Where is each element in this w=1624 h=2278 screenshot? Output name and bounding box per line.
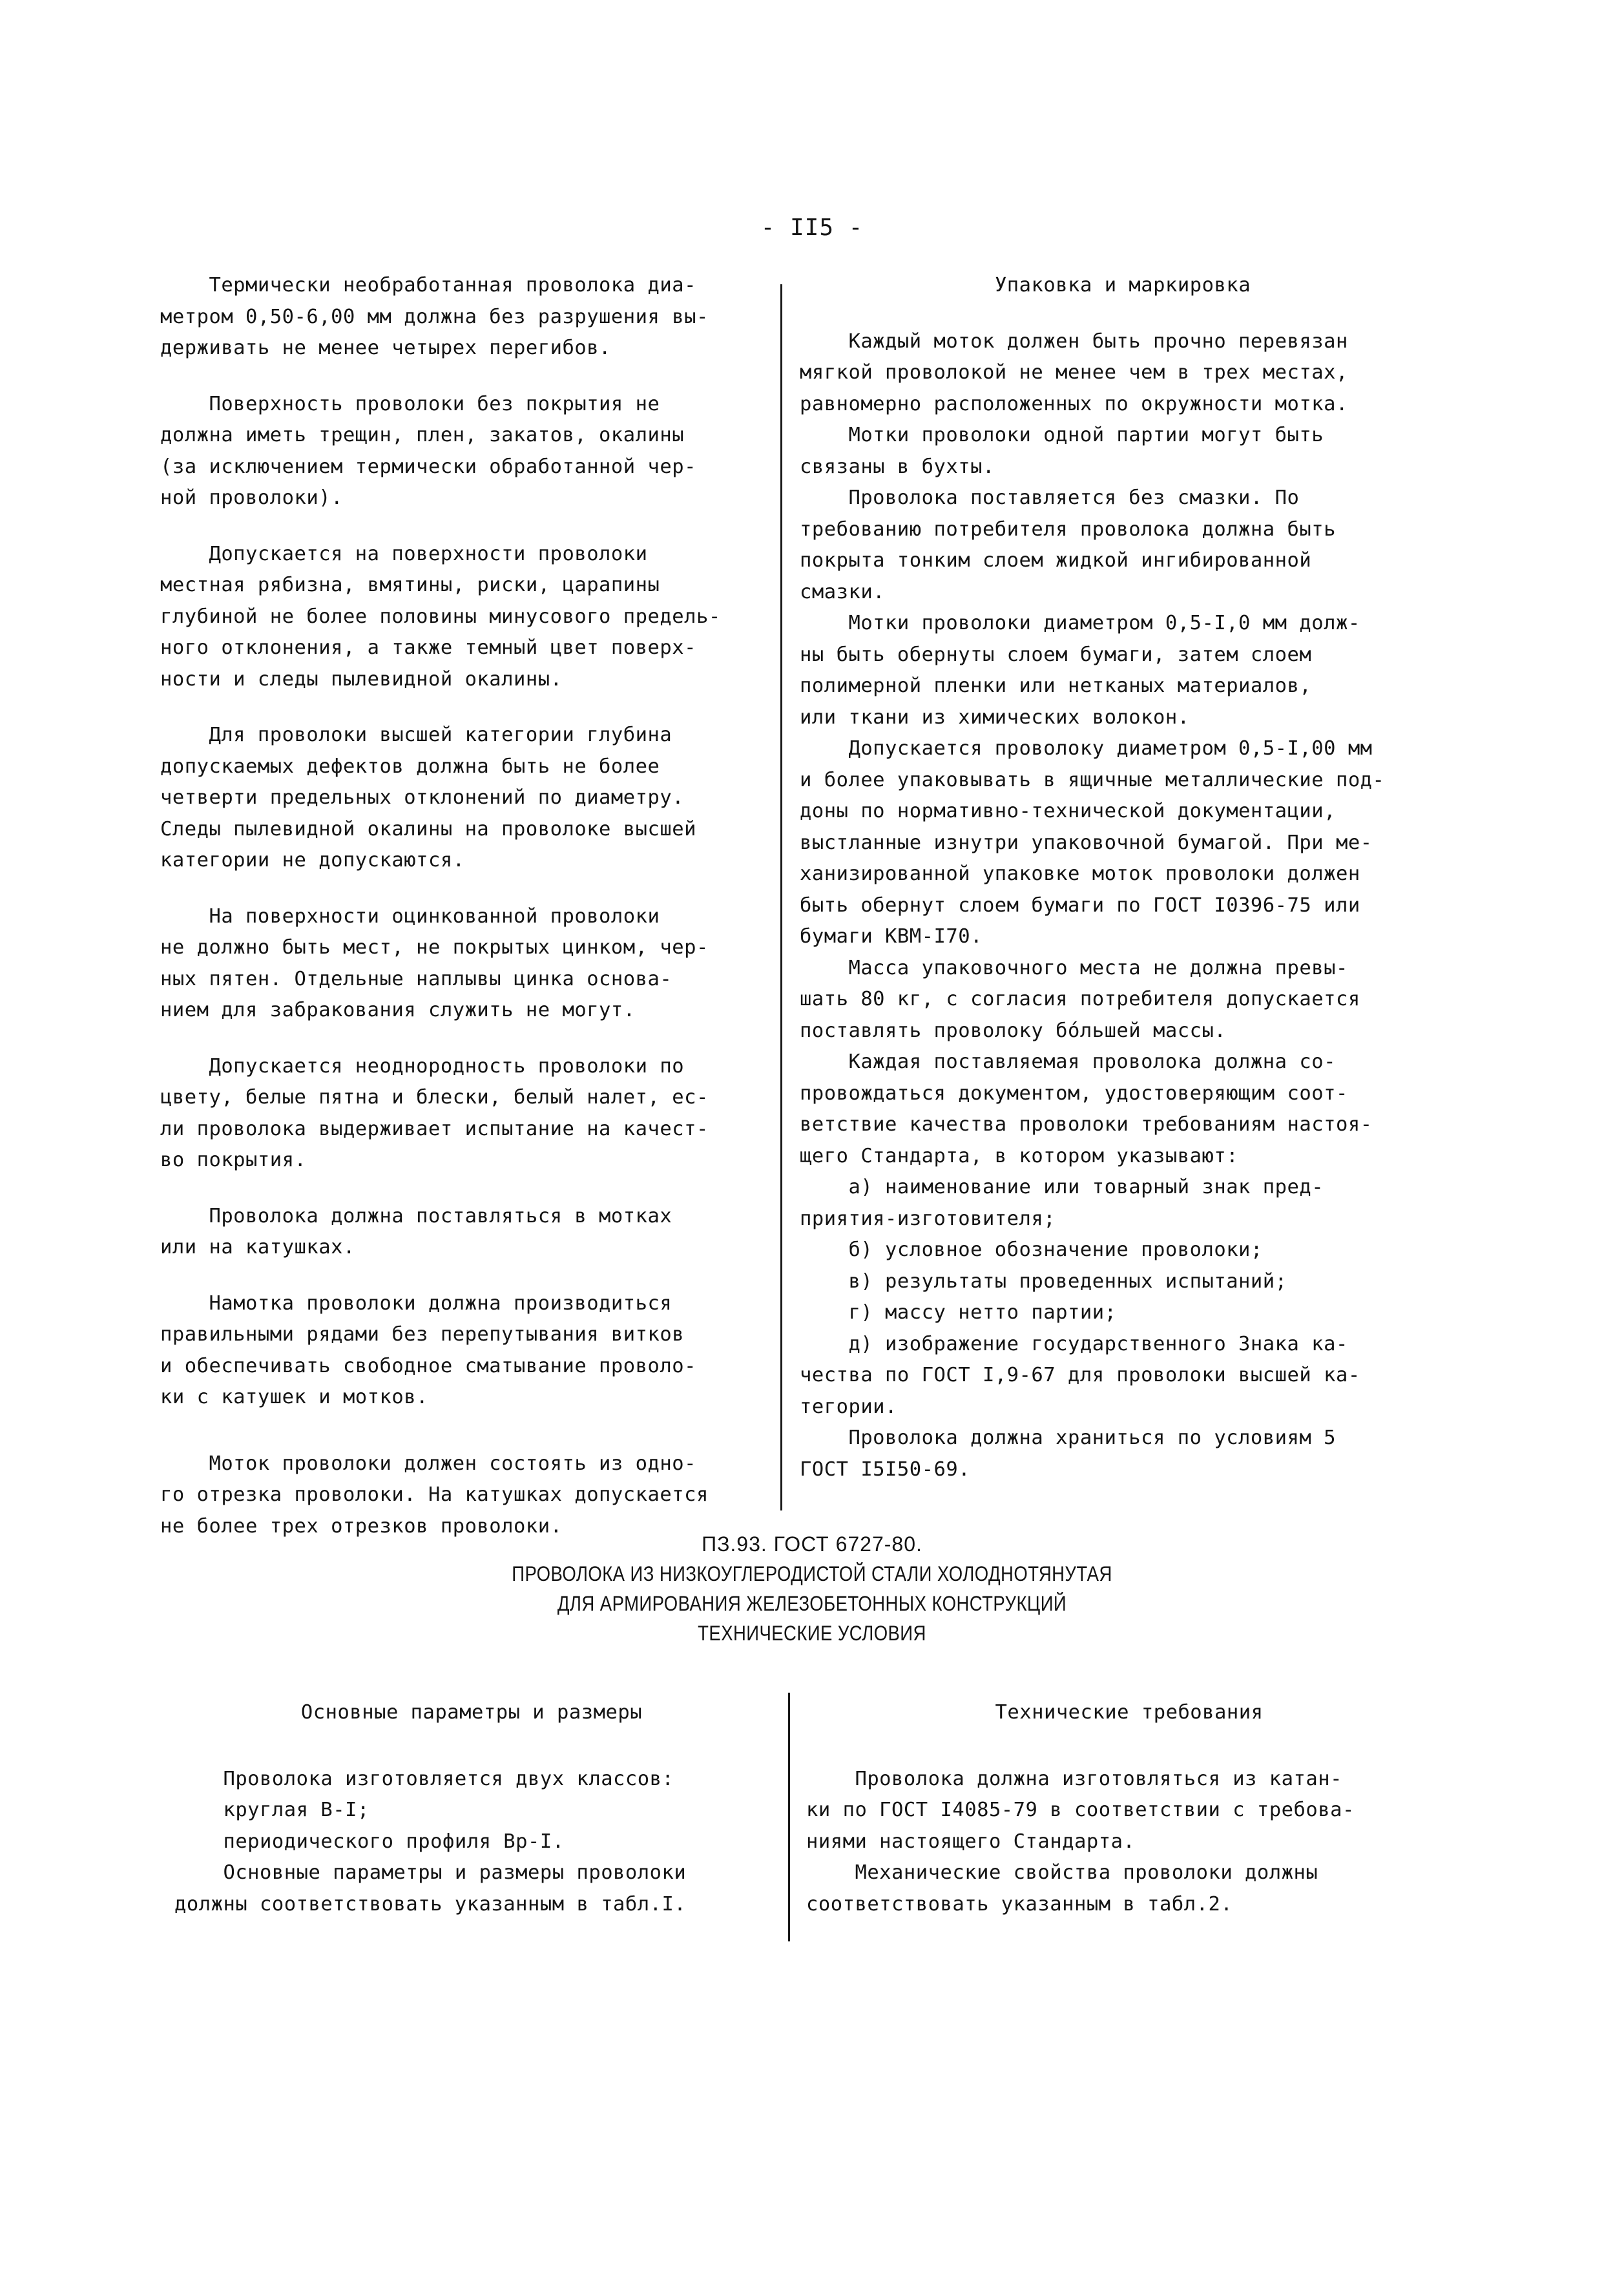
text-line: Каждая поставляемая проволока должна со- [800,1050,1336,1073]
paragraph-1 [160,270,774,364]
text-line: Проволока должна изготовляться из катан- [806,1767,1342,1790]
text-line: Термически необработанная проволока диа- [160,274,696,297]
text-line: Следы пылевидной окалины на проволоке высшей [160,817,696,841]
text-line: ли проволока выдерживает испытание на качест- [160,1117,709,1140]
text-line: провождаться документом, удостоверяющим соот- [800,1082,1348,1105]
text-line: ки по ГОСТ I4085-79 в соответствии с требова- [806,1799,1355,1821]
text-line: Каждый моток должен быть прочно перевязан [800,329,1348,353]
text-line: или на катушках. [160,1236,355,1259]
text-line: б) условное обозначение проволоки; [800,1238,1263,1261]
text-line: правильными рядами без перепутывания витков [160,1323,685,1346]
text-line: выстланные изнутри упаковочной бумагой. При ме- [800,831,1373,854]
requirements-heading: Технические требования [995,1701,1264,1724]
text-line: На поверхности оцинкованной проволоки [160,904,660,928]
text-line: держивать не менее четырех перегибов. [160,337,611,359]
text-line: ветствие качества проволоки требованиям настоя- [800,1113,1373,1136]
text-line: Проволока поставляется без смазки. По [800,486,1300,509]
text-line: смазки. [800,580,886,603]
text-line: нием для забракования служить не могут. [160,999,636,1021]
text-line: Механические свойства проволоки должны [806,1861,1318,1884]
text-line: в) результаты проведенных испытаний; [800,1270,1287,1293]
standard-title-line: ПРОВОЛОКА ИЗ НИЗКОУГЛЕРОДИСТОЙ СТАЛИ ХОЛОДНОТЯНУТАЯ [512,1562,1112,1585]
text-line: Мотки проволоки диаметром 0,5-I,0 мм долж- [800,612,1360,634]
text-line: ности и следы пылевидной окалины. [160,667,563,691]
text-line: бумаги КВМ-I70. [800,925,983,948]
text-line: г) массу нетто партии; [800,1301,1117,1324]
text-line: ны быть обернуты слоем бумаги, затем слоем [800,643,1312,666]
column-divider-bottom [788,1693,790,1941]
text-line: Допускается на поверхности проволоки [160,542,648,565]
text-line: ной проволоки). [160,486,343,509]
standard-title-line: ТЕХНИЧЕСКИЕ УСЛОВИЯ [698,1622,926,1645]
column-divider-top [780,284,782,1510]
text-line: равномерно расположенных по окружности мотка. [800,392,1348,415]
text-line: требованию потребителя проволока должна быть [800,517,1336,541]
text-line: доны по нормативно-технической документации, [800,800,1336,822]
text-line: Проволока должна храниться по условиям 5 [800,1426,1336,1449]
paragraph-9 [160,1448,774,1543]
bottom-left-column [174,1697,769,1920]
text-line: шать 80 кг, с согласия потребителя допускается [800,988,1360,1010]
text-line: ГОСТ I5I50-69. [800,1458,971,1481]
text-line: Намотка проволоки должна производиться [160,1291,672,1315]
text-line: (за исключением термически обработанной чер- [160,455,696,478]
text-line: должна иметь трещин, плен, закатов, окалины [160,424,685,446]
text-line: во покрытия. [160,1149,307,1171]
paragraph-6 [160,1051,774,1176]
text-line: поставлять проволоку бóльшей массы. [800,1019,1227,1042]
paragraph-4 [160,720,774,877]
text-line: Допускается проволоку диаметром 0,5-I,00 мм [800,737,1373,760]
paragraph-2 [160,389,774,514]
text-line: быть обернут слоем бумаги по ГОСТ I0396-75 или [800,893,1360,917]
text-line: периодического профиля Вр-I. [174,1830,565,1853]
text-line: ного отклонения, а также темный цвет поверх- [160,636,696,659]
text-line: Моток проволоки должен состоять из одно- [160,1452,696,1475]
text-line: Основные параметры и размеры проволоки [174,1861,687,1884]
text-line: связаны в бухты. [800,455,995,478]
text-line: местная рябизна, вмятины, риски, царапины [160,574,660,596]
standard-title-line: ДЛЯ АРМИРОВАНИЯ ЖЕЛЕЗОБЕТОННЫХ КОНСТРУКЦИЙ [557,1592,1067,1615]
text-line: категории не допускаются. [160,849,465,872]
text-line: четверти предельных отклонений по диаметру. [160,786,685,809]
paragraph-3 [160,539,774,696]
standard-code: ПЗ.93. ГОСТ 6727-80. [702,1532,922,1556]
packaging-heading: Упаковка и маркировка [994,274,1251,297]
page-number: - II5 - [760,214,864,241]
text-line: и обеспечивать свободное сматывание проволо- [160,1354,696,1377]
text-line: цвету, белые пятна и блески, белый налет, ес- [160,1086,709,1109]
text-line: ки с катушек и мотков. [160,1386,428,1408]
text-line: Допускается неоднородность проволоки по [160,1054,685,1078]
right-column [800,270,1446,1485]
text-line: метром 0,50-6,00 мм должна без разрушения вы- [160,305,709,328]
text-line: ниями настоящего Стандарта. [806,1830,1136,1853]
bottom-right-column [806,1697,1452,1920]
text-line: ных пятен. Отдельные наплывы цинка основа- [160,967,672,990]
text-line: Масса упаковочного места не должна превы- [800,956,1348,979]
text-line: Проволока должна поставляться в мотках [160,1204,672,1228]
text-line: ханизированной упаковке моток проволоки должен [800,862,1360,885]
text-line: соответствовать указанным в табл.2. [806,1892,1233,1916]
standard-header [0,1529,1624,1648]
paragraph-7 [160,1201,774,1264]
text-line: глубиной не более половины минусового предель- [160,605,721,628]
text-line: допускаемых дефектов должна быть не более [160,755,660,778]
text-line: а) наименование или товарный знак пред- [800,1176,1324,1198]
text-line: Поверхность проволоки без покрытия не [160,392,660,415]
text-line: полимерной пленки или нетканых материалов, [800,674,1312,697]
text-line: и более упаковывать в ящичные металлические под- [800,768,1385,791]
paragraph-8 [160,1288,774,1414]
text-line: приятия-изготовителя; [800,1207,1056,1230]
text-line: или ткани из химических волокон. [800,705,1190,729]
text-line: мягкой проволокой не менее чем в трех местах, [800,361,1348,384]
text-line: покрыта тонким слоем жидкой ингибированной [800,549,1312,572]
text-line: круглая В-I; [174,1799,370,1821]
text-line: Мотки проволоки одной партии могут быть [800,424,1324,446]
text-line: щего Стандарта, в котором указывают: [800,1144,1239,1167]
text-line: го отрезка проволоки. На катушках допускается [160,1483,709,1506]
text-line: Для проволоки высшей категории глубина [160,724,672,746]
text-line: не должно быть мест, не покрытых цинком, чер- [160,936,709,959]
text-line: д) изображение государственного Знака ка- [800,1332,1348,1355]
text-line: тегории. [800,1395,897,1418]
parameters-heading: Основные параметры и размеры [300,1701,643,1724]
text-line: должны соответствовать указанным в табл.I. [174,1892,687,1916]
text-line: Проволока изготовляется двух классов: [174,1767,674,1790]
text-line: чества по ГОСТ I,9-67 для проволоки высшей ка- [800,1364,1360,1386]
text-line: не более трех отрезков проволоки. [160,1514,563,1538]
left-column [160,270,774,1542]
paragraph-5 [160,901,774,1027]
